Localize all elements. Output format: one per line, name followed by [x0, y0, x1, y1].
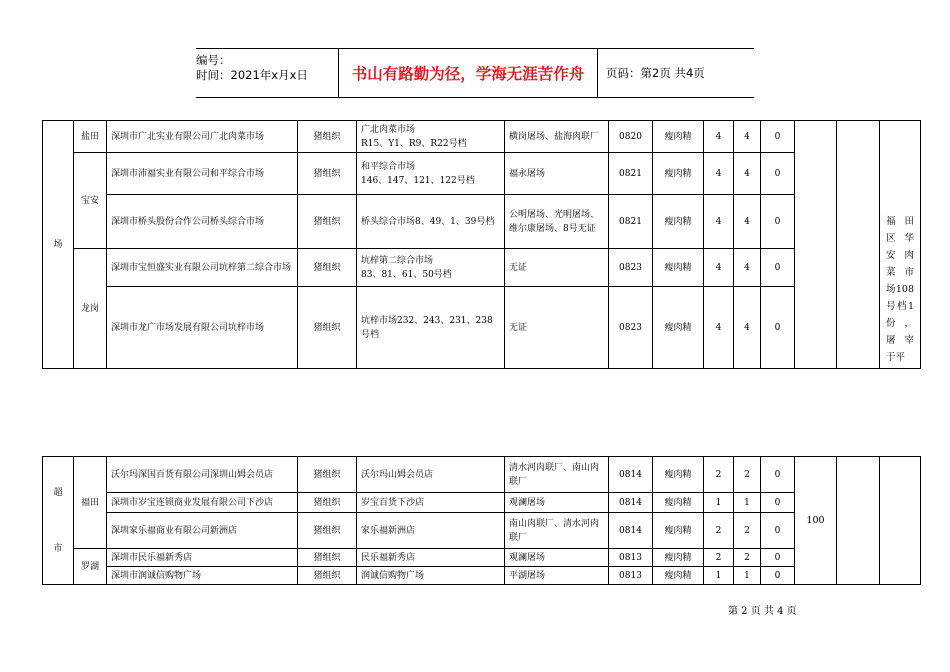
slaughter-cell: 平湖屠场: [505, 567, 609, 585]
market-cell: 和平综合市场 146、147、121、122号档: [357, 153, 505, 195]
item-cell: 瘦肉精: [653, 457, 704, 493]
market-cell: 沃尔玛山姆会员店: [357, 457, 505, 493]
table-row: [43, 287, 921, 369]
slaughter-cell: 清水河肉联厂、南山肉联厂: [505, 457, 609, 493]
slaughter-cell: 无证: [505, 249, 609, 287]
time-label: 时间：2021年x月x日: [196, 68, 308, 82]
type-cell: 猪组织: [298, 457, 357, 493]
market-cell: 桥头综合市场8、49、1、39号档: [357, 195, 505, 249]
count-cell: 0: [761, 457, 795, 493]
company-cell: 沃尔玛深国百货有限公司深圳山姆会员店: [107, 457, 298, 493]
item-cell: 瘦肉精: [653, 195, 704, 249]
blank-cell: [880, 457, 921, 585]
slaughter-cell: 南山肉联厂、清水河肉联厂: [505, 513, 609, 549]
count-cell: 0: [761, 567, 795, 585]
header-page-label: 页码：第2页 共4页: [606, 66, 705, 80]
count-cell: 1: [704, 493, 734, 513]
slaughter-cell: 福永屠场: [505, 153, 609, 195]
slaughter-cell: 观澜屠场: [505, 493, 609, 513]
item-cell: 瘦肉精: [653, 513, 704, 549]
total-cell: 100: [795, 457, 837, 585]
note-cell: 福田区华安肉菜市场108号档1份，屠宰于平: [880, 121, 921, 369]
company-cell: 深圳市宝恒盛实业有限公司坑梓第二综合市场: [107, 249, 298, 287]
market-cell: 民乐福新秀店: [357, 549, 505, 567]
code-cell: 0813: [609, 549, 653, 567]
code-cell: 0814: [609, 493, 653, 513]
company-cell: 深圳市沛福实业有限公司和平综合市场: [107, 153, 298, 195]
count-cell: 0: [761, 121, 795, 153]
market-cell: 岁宝百货下沙店: [357, 493, 505, 513]
table-row: [43, 567, 921, 585]
count-cell: 0: [761, 493, 795, 513]
table-row: [43, 493, 921, 513]
count-cell: 4: [704, 287, 734, 369]
slaughter-cell: 观澜屠场: [505, 549, 609, 567]
code-cell: 0814: [609, 513, 653, 549]
type-cell: 猪组织: [298, 249, 357, 287]
supermarket-table: [42, 456, 921, 585]
slaughter-cell: 公明屠场、光明屠场、维尔康屠场、8号无证: [505, 195, 609, 249]
category-cell: [43, 457, 74, 585]
company-cell: 深圳家乐福商业有限公司新洲店: [107, 513, 298, 549]
market-cell: 家乐福新洲店: [357, 513, 505, 549]
item-cell: 瘦肉精: [653, 287, 704, 369]
company-cell: 深圳市广北实业有限公司广北肉菜市场: [107, 121, 298, 153]
slaughter-cell: 横岗屠场、盐海肉联厂: [505, 121, 609, 153]
code-cell: 0814: [609, 457, 653, 493]
market-table: [42, 120, 921, 369]
count-cell: 4: [704, 153, 734, 195]
item-cell: 瘦肉精: [653, 567, 704, 585]
district-cell: 龙岗: [74, 249, 107, 369]
code-cell: 0821: [609, 195, 653, 249]
count-cell: 4: [734, 153, 761, 195]
count-cell: 1: [704, 567, 734, 585]
count-cell: 2: [704, 457, 734, 493]
count-cell: 1: [734, 493, 761, 513]
count-cell: 4: [704, 121, 734, 153]
blank-cell: [837, 121, 880, 369]
count-cell: 2: [734, 457, 761, 493]
count-cell: 0: [761, 287, 795, 369]
blank-cell: [795, 121, 837, 369]
table-row: [43, 195, 921, 249]
code-cell: 0823: [609, 287, 653, 369]
district-cell: 盐田: [74, 121, 107, 153]
count-cell: 4: [734, 195, 761, 249]
market-cell: 润诚信购物广场: [357, 567, 505, 585]
item-cell: 瘦肉精: [653, 153, 704, 195]
item-cell: 瘦肉精: [653, 549, 704, 567]
market-cell: 坑梓市场232、243、231、238号档: [357, 287, 505, 369]
type-cell: 猪组织: [298, 493, 357, 513]
count-cell: 0: [761, 249, 795, 287]
type-cell: 猪组织: [298, 549, 357, 567]
district-cell: 宝安: [74, 153, 107, 249]
type-cell: 猪组织: [298, 153, 357, 195]
company-cell: 深圳市龙广市场发展有限公司坑梓市场: [107, 287, 298, 369]
market-cell: 坑梓第二综合市场 83、81、61、50号档: [357, 249, 505, 287]
type-cell: 猪组织: [298, 567, 357, 585]
table-row: [43, 513, 921, 549]
count-cell: 4: [734, 121, 761, 153]
code-cell: 0820: [609, 121, 653, 153]
item-cell: 瘦肉精: [653, 121, 704, 153]
category-top: 超: [53, 487, 63, 498]
type-cell: 猪组织: [298, 121, 357, 153]
count-cell: 0: [761, 153, 795, 195]
count-cell: 2: [734, 549, 761, 567]
count-cell: 1: [734, 567, 761, 585]
table-row: [43, 549, 921, 567]
page-footer: 第 2 页 共 4 页: [728, 606, 797, 617]
count-cell: 0: [761, 195, 795, 249]
count-cell: 4: [704, 249, 734, 287]
company-cell: 深圳市润诚信购物广场: [107, 567, 298, 585]
table-row: [43, 121, 921, 153]
blank-cell: [837, 457, 880, 585]
count-cell: 4: [734, 249, 761, 287]
count-cell: 2: [704, 549, 734, 567]
type-cell: 猪组织: [298, 513, 357, 549]
code-cell: 0823: [609, 249, 653, 287]
company-cell: 深圳市桥头股份合作公司桥头综合市场: [107, 195, 298, 249]
company-cell: 深圳市民乐福新秀店: [107, 549, 298, 567]
code-cell: 0813: [609, 567, 653, 585]
count-cell: 2: [734, 513, 761, 549]
type-cell: 猪组织: [298, 195, 357, 249]
page-header: [196, 48, 754, 98]
count-cell: 2: [704, 513, 734, 549]
count-cell: 0: [761, 549, 795, 567]
code-cell: 0821: [609, 153, 653, 195]
item-cell: 瘦肉精: [653, 249, 704, 287]
category-bottom: 市: [53, 543, 63, 554]
item-cell: 瘦肉精: [653, 493, 704, 513]
count-cell: 0: [761, 513, 795, 549]
category-cell: 场: [43, 121, 74, 369]
table-row: [43, 249, 921, 287]
type-cell: 猪组织: [298, 287, 357, 369]
company-cell: 深圳市岁宝连锁商业发展有限公司下沙店: [107, 493, 298, 513]
number-label: 编号：: [196, 53, 231, 67]
slaughter-cell: 无证: [505, 287, 609, 369]
header-meta: [196, 49, 338, 101]
header-motto: 书山有路勤为径，学海无涯苦作舟: [338, 49, 598, 97]
table-row: [43, 457, 921, 493]
district-cell: 罗湖: [74, 549, 107, 585]
table-row: [43, 153, 921, 195]
market-cell: 广北肉菜市场 R15、Y1、R9、R22号档: [357, 121, 505, 153]
count-cell: 4: [704, 195, 734, 249]
count-cell: 4: [734, 287, 761, 369]
district-cell: 福田: [74, 457, 107, 549]
